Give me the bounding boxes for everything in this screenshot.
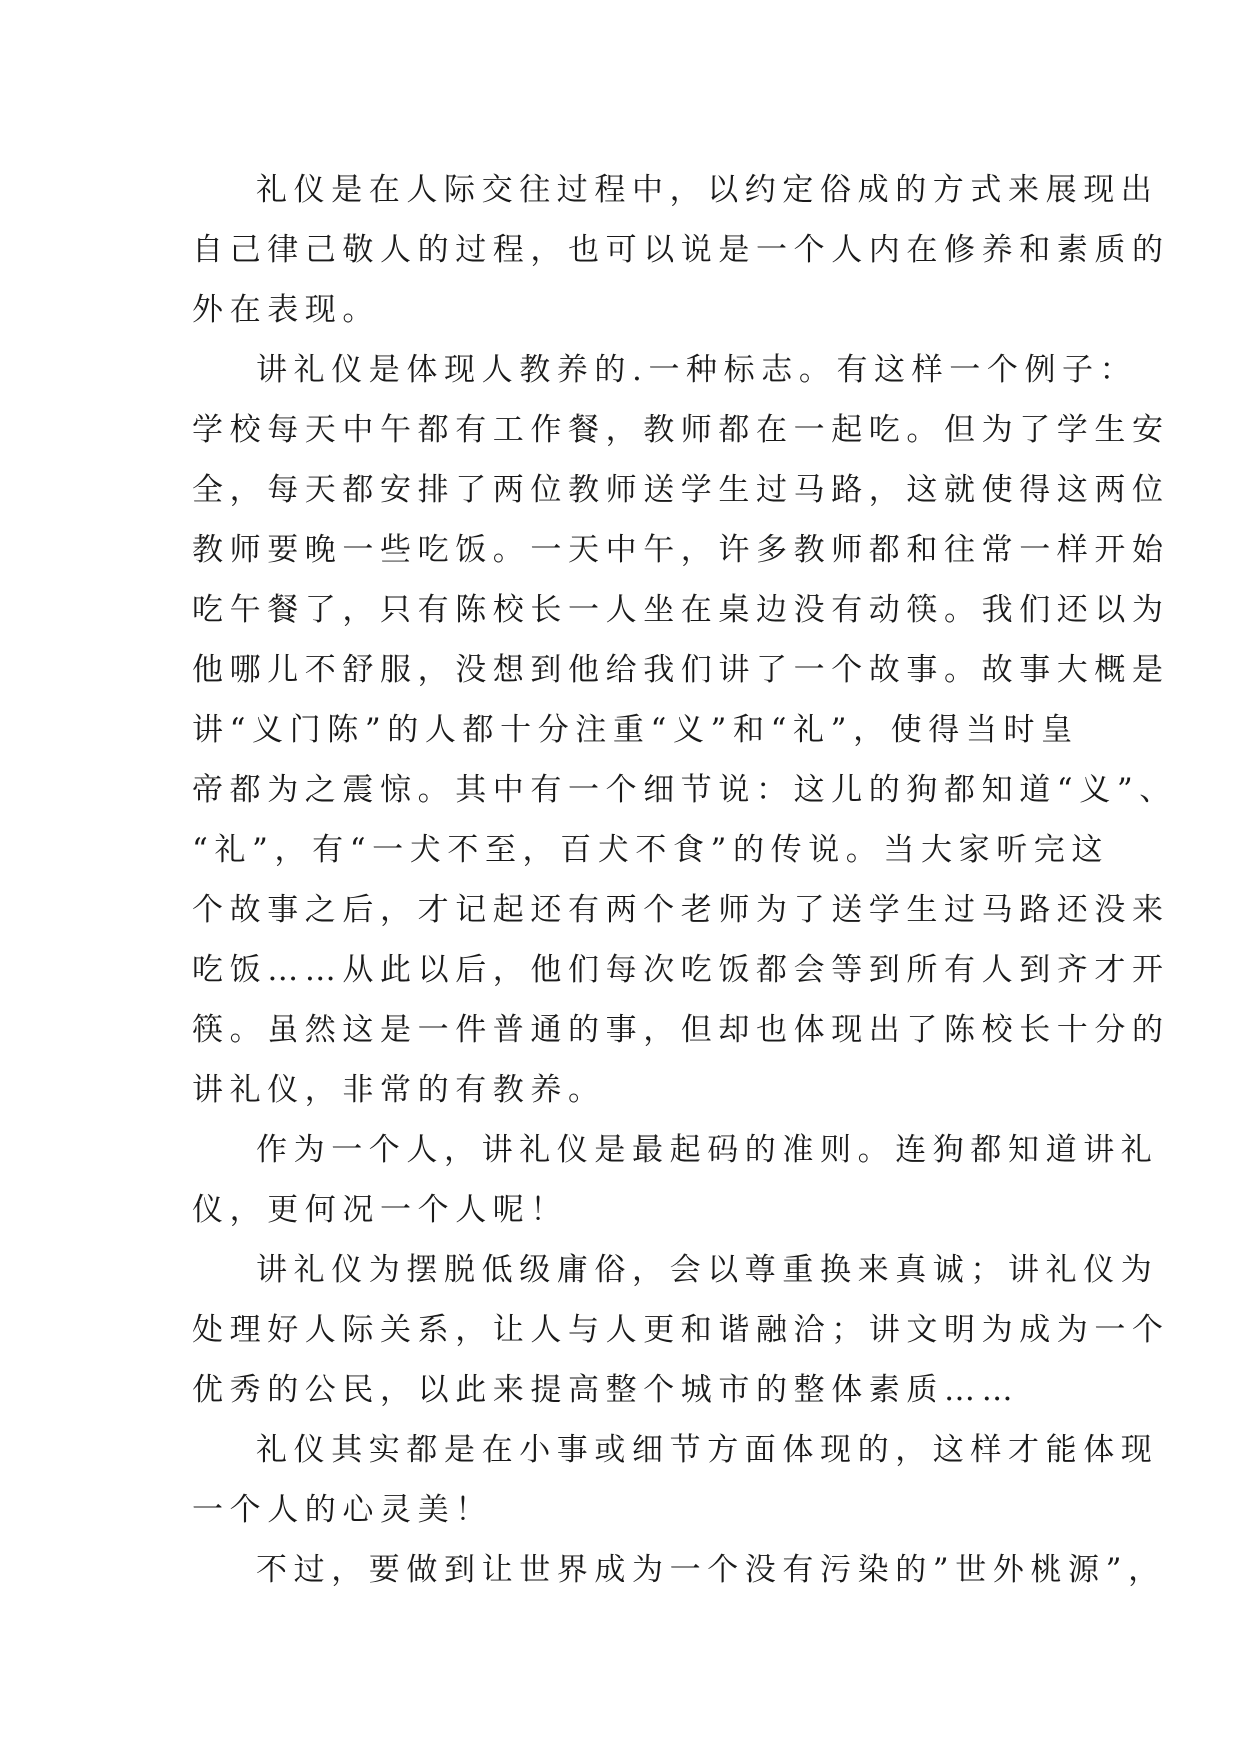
- paragraph-2-line-9: “礼”，有“一犬不至，百犬不食”的传说。当大家听完这: [192, 832, 1109, 868]
- paragraph-2-line-8: 帝都为之震惊。其中有一个细节说：这儿的狗都知道“义”、: [192, 772, 1177, 808]
- paragraph-6-line-1: 不过，要做到让世界成为一个没有污染的”世外桃源”，: [256, 1552, 1166, 1588]
- paragraph-2-line-1: 讲礼仪是体现人教养的.一种标志。有这样一个例子：: [256, 352, 1138, 388]
- document-body: [192, 160, 1177, 1600]
- paragraph-2-line-5: 吃午餐了，只有陈校长一人坐在桌边没有动筷。我们还以为: [192, 592, 1170, 628]
- paragraph-5-line-1: 礼仪其实都是在小事或细节方面体现的，这样才能体现: [256, 1432, 1159, 1468]
- paragraph-2-line-7: 讲“义门陈”的人都十分注重“义”和“礼”，使得当时皇: [192, 712, 1079, 748]
- paragraph-2-line-11: 吃饭……从此以后，他们每次吃饭都会等到所有人到齐才开: [192, 952, 1170, 988]
- paragraph-1-line-2: 自己律己敬人的过程，也可以说是一个人内在修养和素质的: [192, 232, 1170, 268]
- paragraph-2-line-4: 教师要晚一些吃饭。一天中午，许多教师都和往常一样开始: [192, 532, 1170, 568]
- paragraph-2-line-2: 学校每天中午都有工作餐，教师都在一起吃。但为了学生安: [192, 412, 1170, 448]
- paragraph-2-line-12: 筷。虽然这是一件普通的事，但却也体现出了陈校长十分的: [192, 1012, 1170, 1048]
- paragraph-1-line-3: 外在表现。: [192, 292, 380, 328]
- paragraph-4-line-3: 优秀的公民，以此来提高整个城市的整体素质……: [192, 1372, 1020, 1408]
- paragraph-2-line-6: 他哪儿不舒服，没想到他给我们讲了一个故事。故事大概是: [192, 652, 1170, 688]
- paragraph-3-line-1: 作为一个人，讲礼仪是最起码的准则。连狗都知道讲礼: [256, 1132, 1159, 1168]
- paragraph-2-line-3: 全，每天都安排了两位教师送学生过马路，这就使得这两位: [192, 472, 1170, 508]
- paragraph-4-line-1: 讲礼仪为摆脱低级庸俗，会以尊重换来真诚；讲礼仪为: [256, 1252, 1159, 1288]
- paragraph-2-line-13: 讲礼仪，非常的有教养。: [192, 1072, 606, 1108]
- paragraph-5-line-2: 一个人的心灵美！: [192, 1492, 493, 1528]
- paragraph-3-line-2: 仪，更何况一个人呢！: [192, 1192, 568, 1228]
- paragraph-4-line-2: 处理好人际关系，让人与人更和谐融洽；讲文明为成为一个: [192, 1312, 1170, 1348]
- paragraph-1-line-1: 礼仪是在人际交往过程中，以约定俗成的方式来展现出: [256, 172, 1159, 208]
- paragraph-2-line-10: 个故事之后，才记起还有两个老师为了送学生过马路还没来: [192, 892, 1170, 928]
